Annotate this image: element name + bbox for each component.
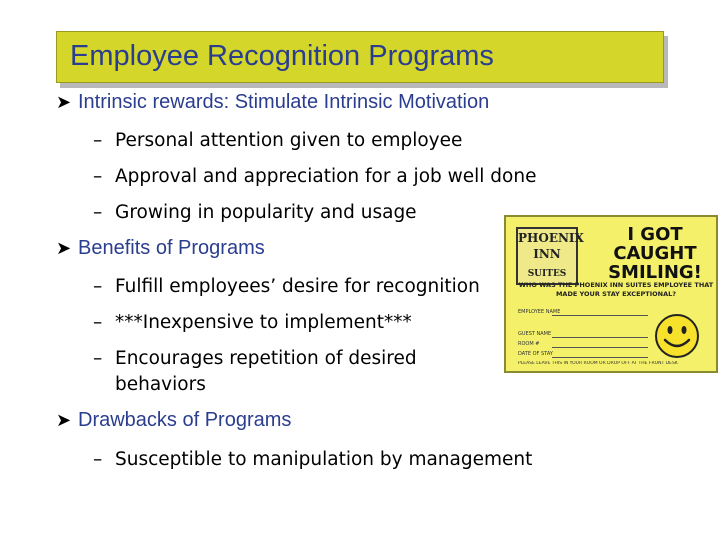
bullet-heading: Benefits of Programs (78, 237, 265, 259)
dash-icon: – (93, 312, 103, 333)
dash-icon: – (93, 202, 103, 223)
sub-item-text: Susceptible to manipulation by management (115, 449, 533, 470)
badge-field-label: EMPLOYEE NAME (518, 309, 561, 315)
sub-item (93, 128, 462, 154)
badge-field-line (552, 337, 648, 338)
dash-icon: – (93, 276, 103, 297)
sub-item (93, 310, 412, 336)
phoenix-inn-logo (516, 227, 584, 285)
badge-field-label: GUEST NAME (518, 331, 552, 337)
badge-field-line (552, 315, 648, 316)
sub-item-text: Encourages repetition of desired behaviors (115, 348, 417, 395)
sub-item-text: Personal attention given to employee (115, 130, 463, 151)
badge-field-line (552, 357, 648, 358)
arrow-bullet-icon: ➤ (56, 410, 72, 430)
logo-line: PHOENIX (518, 231, 584, 245)
sub-item (93, 164, 536, 190)
sub-item-text: Fulfill employees’ desire for recognition (115, 276, 480, 297)
sub-item (93, 200, 417, 226)
slide-title: Employee Recognition Programs (70, 40, 494, 72)
badge-footer: PLEASE LEAVE THIS IN YOUR ROOM OR DROP OFF AT THE FRONT DESK (518, 361, 678, 366)
dash-icon: – (93, 348, 103, 369)
logo-line: INN (533, 247, 561, 261)
sub-item-text: Growing in popularity and usage (115, 202, 417, 223)
sub-item (93, 447, 532, 473)
dash-icon: – (93, 130, 103, 151)
bullet-drawbacks (56, 409, 291, 432)
bullet-heading: Drawbacks of Programs (78, 409, 292, 431)
badge-question: WHO WAS THE PHOENIX INN SUITES EMPLOYEE THAT MADE YOUR STAY EXCEPTIONAL? (518, 281, 714, 298)
sub-item-text: ***Inexpensive to implement*** (115, 312, 412, 333)
badge-field-line (552, 347, 648, 348)
bullet-intrinsic-rewards (56, 91, 489, 114)
logo-line: SUITES (527, 269, 567, 279)
badge-field-label: DATE OF STAY (518, 351, 553, 357)
sub-item-text: Approval and appreciation for a job well done (115, 166, 537, 187)
bullet-heading: Intrinsic rewards: Stimulate Intrinsic Motivation (78, 91, 490, 113)
caught-smiling-card-image (504, 215, 718, 373)
badge-headline: I GOT CAUGHT SMILING! (608, 224, 702, 283)
dash-icon: – (93, 449, 103, 470)
sub-item (93, 346, 453, 398)
smiley-face-icon (654, 313, 700, 359)
arrow-bullet-icon: ➤ (56, 92, 72, 112)
arrow-bullet-icon: ➤ (56, 238, 72, 258)
sub-item (93, 274, 480, 300)
bullet-benefits (56, 237, 265, 260)
dash-icon: – (93, 166, 103, 187)
badge-field-label: ROOM # (518, 341, 540, 347)
